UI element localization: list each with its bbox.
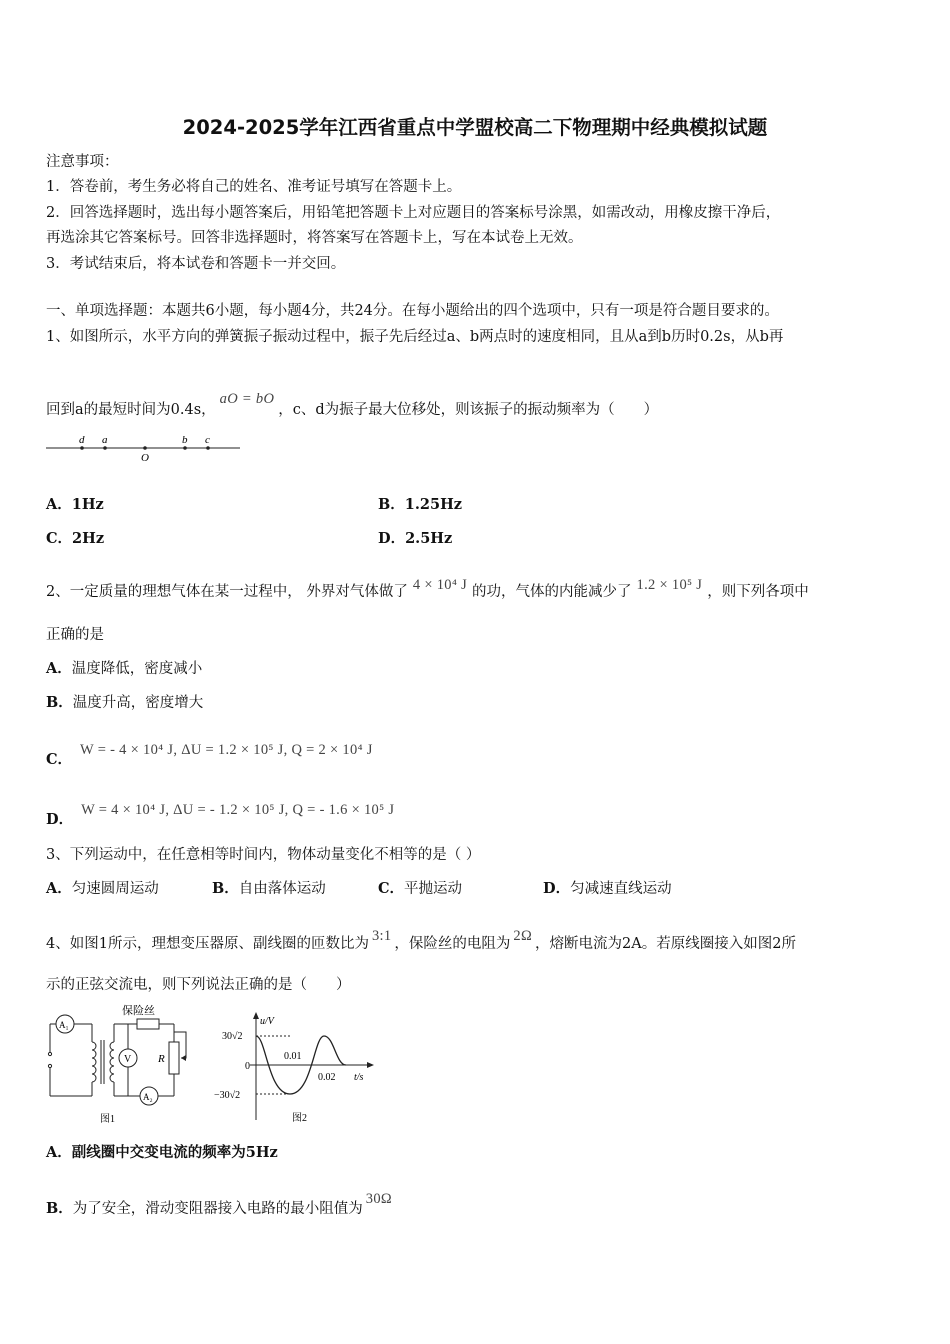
q4-option-b-value: 30Ω — [365, 1191, 392, 1207]
q1-point-a — [103, 446, 107, 450]
q2-option-c[interactable] — [46, 740, 377, 770]
q4-wave-x-arrow-icon — [367, 1062, 374, 1068]
q3-option-b-text: 自由落体运动 — [238, 881, 326, 897]
q3-option-a-key: A． — [46, 880, 72, 897]
q1-option-b-text: 1.25Hz — [404, 496, 463, 513]
q2-stem-line2: 正确的是 — [46, 627, 104, 643]
q4-option-a[interactable] — [46, 1143, 278, 1163]
notes-item-3: 3．考试结束后，将本试卷和答题卡一并交回。 — [46, 256, 346, 272]
q2-stem-post: ，则下列各项中 — [707, 584, 809, 600]
q2-option-b[interactable] — [46, 693, 203, 713]
q1-label-o: O — [141, 452, 149, 464]
section-heading: 一、单项选择题：本题共6小题，每小题4分，共24分。在每小题给出的四个选项中，只有一项是符合题目要求的。 — [46, 303, 779, 319]
q2-stem-line1 — [46, 575, 809, 602]
q4-fuse-icon — [137, 1019, 159, 1029]
q1-option-d[interactable] — [378, 529, 452, 549]
q4-a1-label: A₁ — [59, 1020, 69, 1030]
q4-wave-ymin-label: −30√2 — [214, 1090, 241, 1101]
q3-option-d-text: 匀减速直线运动 — [570, 881, 672, 897]
notes-item-1: 1．答卷前，考生务必将自己的姓名、准考证号填写在答题卡上。 — [46, 179, 462, 195]
q1-option-b-key: B． — [378, 496, 405, 513]
q4-rheostat-icon — [169, 1042, 179, 1074]
q2-option-d-key: D． — [46, 811, 74, 828]
q4-primary-coil-icon — [92, 1042, 96, 1082]
q2-option-b-text: 温度升高，密度增大 — [72, 695, 204, 711]
q1-option-c-key: C． — [46, 530, 73, 547]
q4-wave-y-arrow-icon — [253, 1012, 259, 1019]
q4-slider-arrow-icon — [181, 1055, 186, 1061]
q4-a2-label: A₂ — [143, 1092, 153, 1102]
q4-circuit-figure — [44, 1002, 204, 1130]
notes-heading: 注意事项： — [46, 154, 119, 170]
q1-label-b: b — [182, 434, 188, 446]
q4-ratio: 3:1 — [371, 928, 392, 944]
q2-option-c-text: W = - 4 × 10⁴ J, ΔU = 1.2 × 10⁵ J, Q = 2 × 10⁴ J — [80, 742, 373, 758]
q2-work: 4 × 10⁴ J — [412, 577, 468, 593]
q4-stem-post: ，熔断电流为2A。若原线圈接入如图2所 — [535, 936, 796, 952]
q3-stem: 3、下列运动中，在任意相等时间内，物体动量变化不相等的是（ ） — [46, 847, 481, 863]
q3-option-b-key: B． — [212, 880, 239, 897]
q2-option-d-text: W = 4 × 10⁴ J, ΔU = - 1.2 × 10⁵ J, Q = - 1.6 × 10⁵ J — [81, 802, 395, 818]
q2-option-a[interactable] — [46, 659, 202, 679]
q4-option-b-key: B． — [46, 1200, 73, 1217]
q1-option-c[interactable] — [46, 529, 104, 549]
q4-secondary-coil-icon — [110, 1042, 114, 1082]
q4-r-label: R — [158, 1053, 165, 1065]
q3-option-c-key: C． — [378, 880, 405, 897]
q4-option-a-text: 副线圈中交变电流的频率为5Hz — [71, 1144, 278, 1161]
q3-option-d[interactable] — [543, 879, 672, 899]
q2-option-a-text: 温度降低，密度减小 — [71, 661, 203, 677]
q4-wave-t1-label: 0.01 — [284, 1051, 302, 1062]
q4-wave-origin-label: 0 — [245, 1061, 250, 1072]
q1-stem-line1: 1、如图所示，水平方向的弹簧振子振动过程中，振子先后经过a、b两点时的速度相同，且从a到b历时0.2s，从b再 — [46, 329, 784, 345]
q4-fig1-caption: 图1 — [100, 1114, 115, 1125]
q1-point-c — [206, 446, 210, 450]
q4-stem-mid: ，保险丝的电阻为 — [394, 936, 511, 952]
q4-stem-pre: 4、如图1所示，理想变压器原、副线圈的匝数比为 — [46, 936, 369, 952]
q1-stem-line2 — [46, 389, 658, 420]
q1-option-d-key: D． — [378, 530, 406, 547]
q1-option-a[interactable] — [46, 495, 104, 515]
q2-stem-mid: 的功，气体的内能减少了 — [472, 584, 632, 600]
q4-stem-line2: 示的正弦交流电，则下列说法正确的是（ ） — [46, 977, 351, 993]
q2-energy: 1.2 × 10⁵ J — [636, 577, 703, 593]
q3-option-a[interactable] — [46, 879, 159, 899]
q2-stem-pre: 2、一定质量的理想气体在某一过程中， 外界对气体做了 — [46, 584, 408, 600]
q4-fuse-label: 保险丝 — [122, 1005, 155, 1017]
q4-terminal-top-icon — [48, 1052, 51, 1055]
q1-stem-post: ，c、d为振子最大位移处，则该振子的振动频率为（ ） — [278, 402, 659, 418]
q4-stem-line1 — [46, 926, 796, 954]
q3-option-c-text: 平抛运动 — [404, 881, 463, 897]
q1-option-b[interactable] — [378, 495, 462, 515]
q1-option-c-text: 2Hz — [72, 530, 105, 547]
q4-option-b[interactable] — [46, 1189, 396, 1219]
notes-item-2: 2．回答选择题时，选出每小题答案后，用铅笔把答题卡上对应题目的答案标号涂黑，如需改动，用橡皮擦干净后， — [46, 205, 781, 221]
q4-wave-t2-label: 0.02 — [318, 1072, 336, 1083]
q2-option-d[interactable] — [46, 800, 398, 830]
q1-option-d-text: 2.5Hz — [405, 530, 453, 547]
q1-label-c: c — [205, 434, 210, 446]
q1-stem-pre: 回到a的最短时间为0.4s， — [46, 402, 216, 418]
q1-point-b — [183, 446, 187, 450]
q1-label-a: a — [102, 434, 108, 446]
q1-option-a-text: 1Hz — [71, 496, 104, 513]
q1-point-o — [143, 446, 147, 450]
q4-v-label: V — [124, 1054, 132, 1065]
q1-oscillator-figure — [44, 430, 244, 466]
q4-slider-wire — [174, 1032, 186, 1058]
q4-wave-ymax-label: 30√2 — [222, 1031, 243, 1042]
q3-option-c[interactable] — [378, 879, 462, 899]
q2-option-a-key: A． — [46, 660, 72, 677]
q1-point-d — [80, 446, 84, 450]
page-title: 2024-2025学年江西省重点中学盟校高二下物理期中经典模拟试题 — [182, 116, 768, 139]
q4-option-a-key: A． — [46, 1144, 72, 1161]
q3-option-a-text: 匀速圆周运动 — [71, 881, 159, 897]
notes-item-2-cont: 再选涂其它答案标号。回答非选择题时，将答案写在答题卡上，写在本试卷上无效。 — [46, 230, 583, 246]
q4-terminal-bottom-icon — [48, 1064, 51, 1067]
q4-wave-y-label: u/V — [260, 1016, 274, 1027]
q4-fig2-caption: 图2 — [292, 1113, 307, 1124]
q1-formula: aO = bO — [219, 391, 275, 407]
q1-label-d: d — [79, 434, 85, 446]
q2-option-b-key: B． — [46, 694, 73, 711]
q1-option-a-key: A． — [46, 496, 72, 513]
q2-option-c-key: C． — [46, 751, 73, 768]
q4-option-b-text: 为了安全，滑动变阻器接入电路的最小阻值为 — [72, 1201, 363, 1217]
q4-waveform-figure — [210, 1008, 382, 1128]
q3-option-d-key: D． — [543, 880, 571, 897]
q4-wave-x-label: t/s — [354, 1072, 364, 1083]
q4-resistance: 2Ω — [513, 928, 533, 944]
q3-option-b[interactable] — [212, 879, 326, 899]
